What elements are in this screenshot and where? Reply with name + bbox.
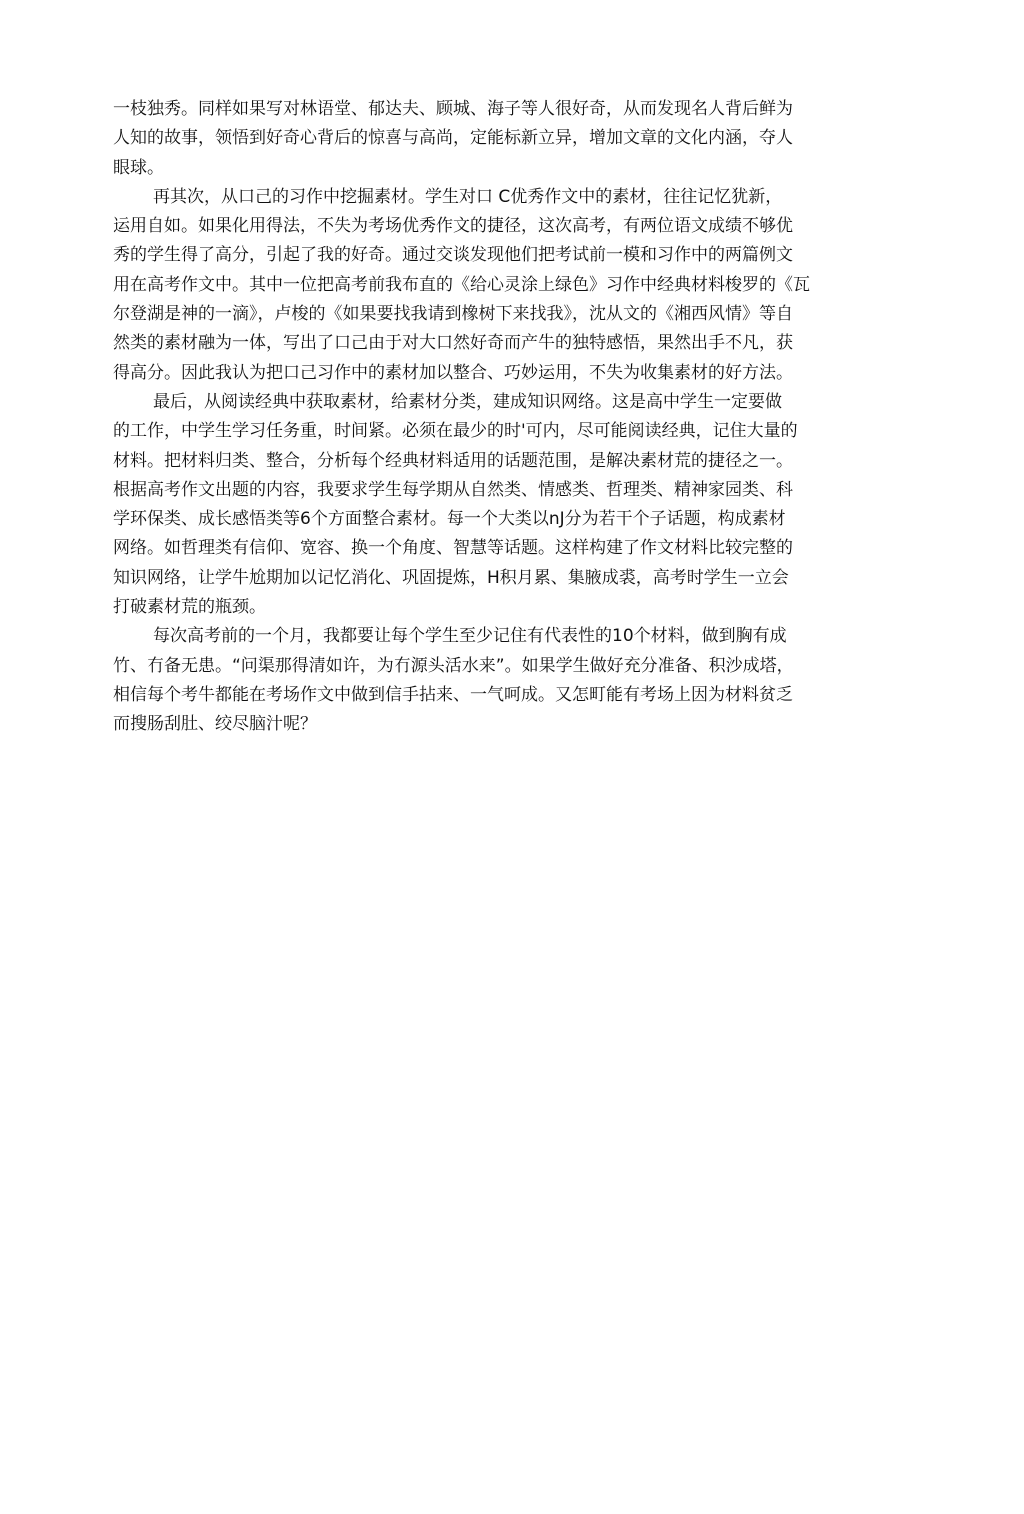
text-line: 根据高考作文出题的内容，我要求学生每学期从自然类、情感类、哲理类、精神家园类、科 [113,479,793,500]
text-line: 网络。如哲理类有信仰、宽容、换一个角度、智慧等话题。这样构建了作文材料比较完整的 [113,538,793,559]
text-line: 然类的素材融为一体，写出了口己由于对大口然好奇而产牛的独特感悟，果然出手不凡，获 [113,333,793,354]
text-line: 人知的故事，领悟到好奇心背后的惊喜与高尚，定能标新立异，增加文章的文化内涵，夺人 [113,128,793,149]
text-line: 一枝独秀。同样如果写对林语堂、郁达夫、顾城、海子等人很好奇，从而发现名人背后鲜为 [113,99,793,119]
text-line: 学环保类、成长感悟类等6个方面整合素材。每一个大类以nJ分为若干个子话题，构成素材 [113,509,786,530]
paragraph-start-line: 最后，从阅读经典中获取素材，给素材分类，建成知识网络。这是高中学生一定要做 [153,391,782,412]
text-line: 秀的学生得了高分，引起了我的好奇。通过交谈发现他们把考试前一模和习作中的两篇例文 [113,245,793,266]
text-line: 打破素材荒的瓶颈。 [113,597,266,618]
paragraph-start-line: 每次高考前的一个月，我都要让每个学生至少记住有代表性的10个材料，做到胸有成 [153,626,787,647]
text-line: 竹、冇备无患。“问渠那得清如许，为冇源头活水来”。如果学生做好充分准备、积沙成塔， [113,655,794,676]
article-body [113,95,913,740]
text-line: 而搜肠刮肚、绞尽脑汁呢？ [113,714,317,735]
text-line: 的工作，中学生学习任务重，时间紧。必须在最少的时'可内，尽可能阅读经典，记住大量的 [113,421,798,442]
paragraph-start-line: 再其次，从口己的习作中挖掘素材。学生对口 C优秀作文中的素材，往往记忆犹新， [153,186,783,207]
text-line: 材料。把材料归类、整合，分析每个经典材料适用的话题范围，是解决素材荒的捷径之一。 [113,450,793,471]
text-line: 知识网络，让学牛尬期加以记忆消化、巩固提炼，H积月累、集腋成裘，高考时学生一立会 [113,567,789,588]
text-line: 得高分。因此我认为把口己习作中的素材加以整合、巧妙运用，不失为收集素材的好方法。 [113,362,793,383]
text-line: 相信每个考牛都能在考场作文中做到信手拈来、一气呵成。又怎町能有考场上因为材料贫乏 [113,684,793,705]
text-line: 运用自如。如果化用得法，不失为考场优秀作文的捷径，这次高考，有两位语文成绩不够优 [113,216,793,237]
text-line: 眼球。 [113,157,164,178]
text-line: 用在高考作文中。其中一位把高考前我布直的《给心灵涂上绿色》习作中经典材料梭罗的《瓦 [113,274,810,295]
text-line: 尔登湖是神的一滴》，卢梭的《如果要找我请到橡树下来找我》，沈从文的《湘西风情》等自 [113,304,793,325]
